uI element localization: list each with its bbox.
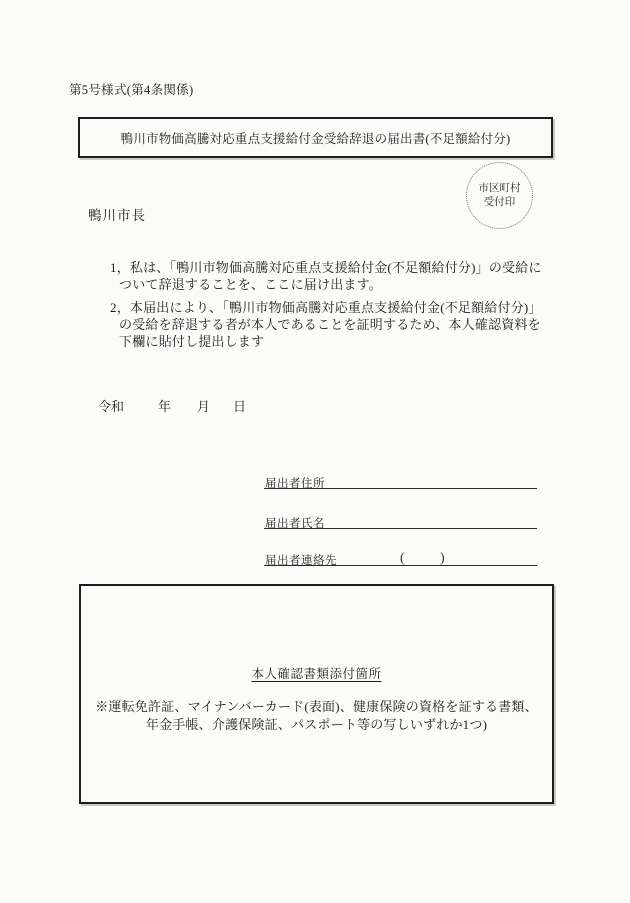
attachment-note-line-2: 年金手帳、介護保険証、パスポート等の写しいずれか1つ)	[145, 717, 488, 732]
statement-2-line-1: 2，本届出により、「鴨川市物価高騰対応重点支援給付金(不足額給付分)」	[110, 300, 542, 315]
municipal-receipt-stamp-circle	[466, 162, 533, 229]
statement-2-line-2: の受給を辞退する者が本人であることを証明するため、本人確認資料を	[119, 317, 541, 332]
form-title: 鴨川市物価高騰対応重点支援給付金受給辞退の届出書(不足額給付分)	[120, 131, 511, 146]
declarant-address-label: 届出者住所	[265, 478, 325, 490]
declarant-name-label: 届出者氏名	[265, 518, 325, 530]
form-title-box	[78, 117, 553, 158]
declarant-address-row	[264, 475, 537, 489]
id-document-attachment-box	[79, 584, 554, 804]
date-month-label: 月	[197, 399, 211, 414]
stamp-text-line2: 受付印	[483, 196, 516, 208]
declarant-contact-label: 届出者連絡先	[265, 555, 337, 567]
addressee-label: 鴨川市長	[88, 208, 146, 223]
attachment-box-title: 本人確認書類添付箇所	[251, 667, 382, 681]
statement-1-line-1: 1，私は、「鴨川市物価高騰対応重点支援給付金(不足額給付分)」の受給に	[110, 260, 542, 275]
contact-paren-close: )	[440, 551, 445, 566]
date-era-label: 令和	[98, 399, 125, 414]
date-day-label: 日	[233, 399, 247, 414]
statement-2-line-3: 下欄に貼付し提出します	[119, 334, 265, 349]
statement-1-line-2: ついて辞退することを、ここに届け出ます。	[119, 277, 382, 292]
form-number: 第5号様式(第4条関係)	[69, 83, 194, 97]
contact-paren-open: (	[400, 551, 405, 566]
attachment-note-line-1: ※運転免許証、マイナンバーカード(表面)、健康保険の資格を証する書類、	[95, 699, 538, 714]
date-year-label: 年	[158, 399, 172, 414]
stamp-text-line1: 市区町村	[478, 182, 521, 194]
declarant-name-row	[264, 515, 537, 529]
declarant-contact-row	[264, 552, 537, 566]
